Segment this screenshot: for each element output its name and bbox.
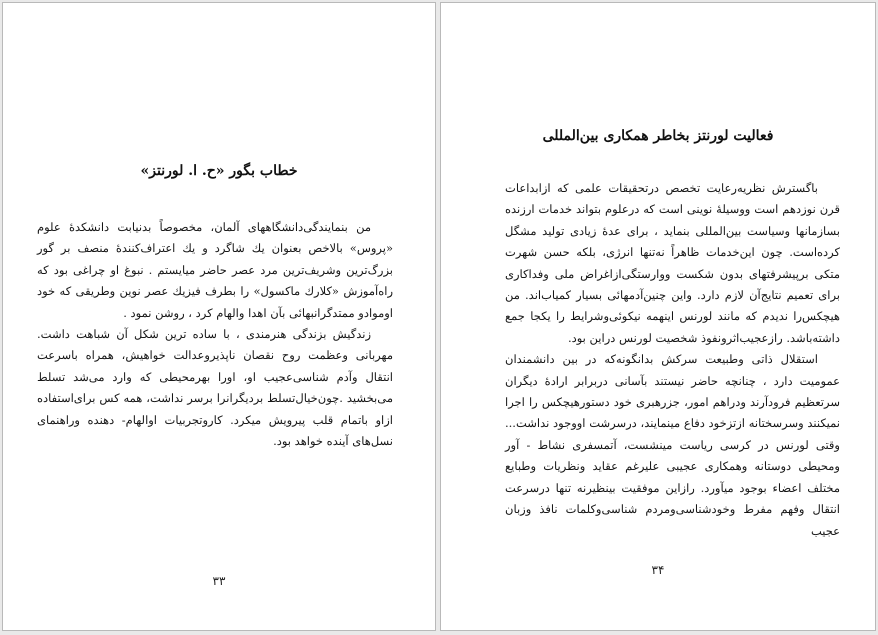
right-page-number: ۳۴ [651, 563, 665, 577]
left-page-body [37, 217, 393, 452]
right-page-title: فعالیت لورنتز بخاطر همکاری بین‌المللی [542, 128, 774, 144]
left-page [2, 2, 436, 631]
right-page-body [505, 178, 840, 542]
left-page-number: ۳۳ [212, 574, 226, 588]
left-paragraph-1: من بنمایندگی‌دانشگاههای آلمان، مخصوصاً بدنیابت دانشکدهٔ علوم «پروس» بالاخص بعنوان یك شاگرد و یك اعتراف‌کنندهٔ منصف بر گور بزرگ‌ترین وشریف‌ترین مرد عصر حاضر میایستم . نبوغ او چراغی بود که راه‌آموزش «کلارك ماکسول» را بطرف فیزیك عصر نوین وطریقی که خود اوموادو ممتدگرانبهائی بآن اهدا والهام کرد ، روشن نمود . [37, 220, 393, 320]
right-page [440, 2, 876, 631]
right-paragraph-1: باگسترش نظریه‌رعایت تخصص درتحقیقات علمی که ازابداعات قرن نوزدهم است ووسیلهٔ نوینی است که درعلوم بتواند خدمات ارزنده بسازمانها وسیاست بین‌المللی بنماید ، برای عدهٔ زیادی تولید مشگل کرده‌است. چون این‌خدمات ظاهراً نه‌تنها انرژی، بلکه حسن شهرت متکی برپیشرفتهای بدون شکست ووارستگی‌ازاغراض ملی وفداکاری برای تعمیم نتایج‌آن لازم دارد. واین چنین‌آدمهائی بسیار کمیاب‌اند. من هیچکس‌را ندیدم که مانند لورنس اینهمه نیکوئی‌وشرایط را یکجا جمع داشته‌باشد. رازعجیب‌اثرونفوذ شخصیت لورنس دراین بود. [505, 181, 840, 345]
left-paragraph-2: زندگیش بزندگی هنرمندی ، با ساده ترین شکل آن شباهت داشت. مهربانی وعظمت روح نقصان ناپذیروعدالت خواهیش، همراه باسرعت انتقال وآدم شناسی‌عجیب او، اورا بهرمحیطی که وارد می‌شد تسلط می‌بخشید .چون‌خیال‌تسلط بردیگرانرا برسر نداشت، همه کس برای‌استفاده ازاو باتمام قلب پیرویش میکرد. کاروتجربیات اوالهام- دهنده وراهنمای نسل‌های آینده خواهد بود. [37, 327, 393, 449]
left-page-title: خطاب بگور «ح. ا. لورنتز» [140, 163, 298, 179]
right-paragraph-2: استقلال ذاتی وطبیعت سرکش بدانگونه‌که در بین دانشمندان عمومیت دارد ، چنانچه حاضر نیستند بآسانی دربرابر ارادهٔ دیگران سرتعظیم فرود‌آرند ودراهم امور، جزرهبری خود‌ دستورهیچکس را اجرا نمیکنند وسرسختانه ازتزخود دفاع مینمایند، درسرشت اووجود نداشت... وقتی لورنس در کرسی ریاست مینشست، آتمسفری نشاط - آور ومحیطی دوستانه وهمکاری عجیبی علیرغم عقاید ونظریات وطبایع مختلف اعضاء بوجود میآورد. رازاین موفقیت بینظیرنه تنها درسرعت انتقال وفهم مفرط وخودشناسی‌ومردم شناسی‌وکلمات نافذ وزبان عجیب [505, 352, 840, 538]
